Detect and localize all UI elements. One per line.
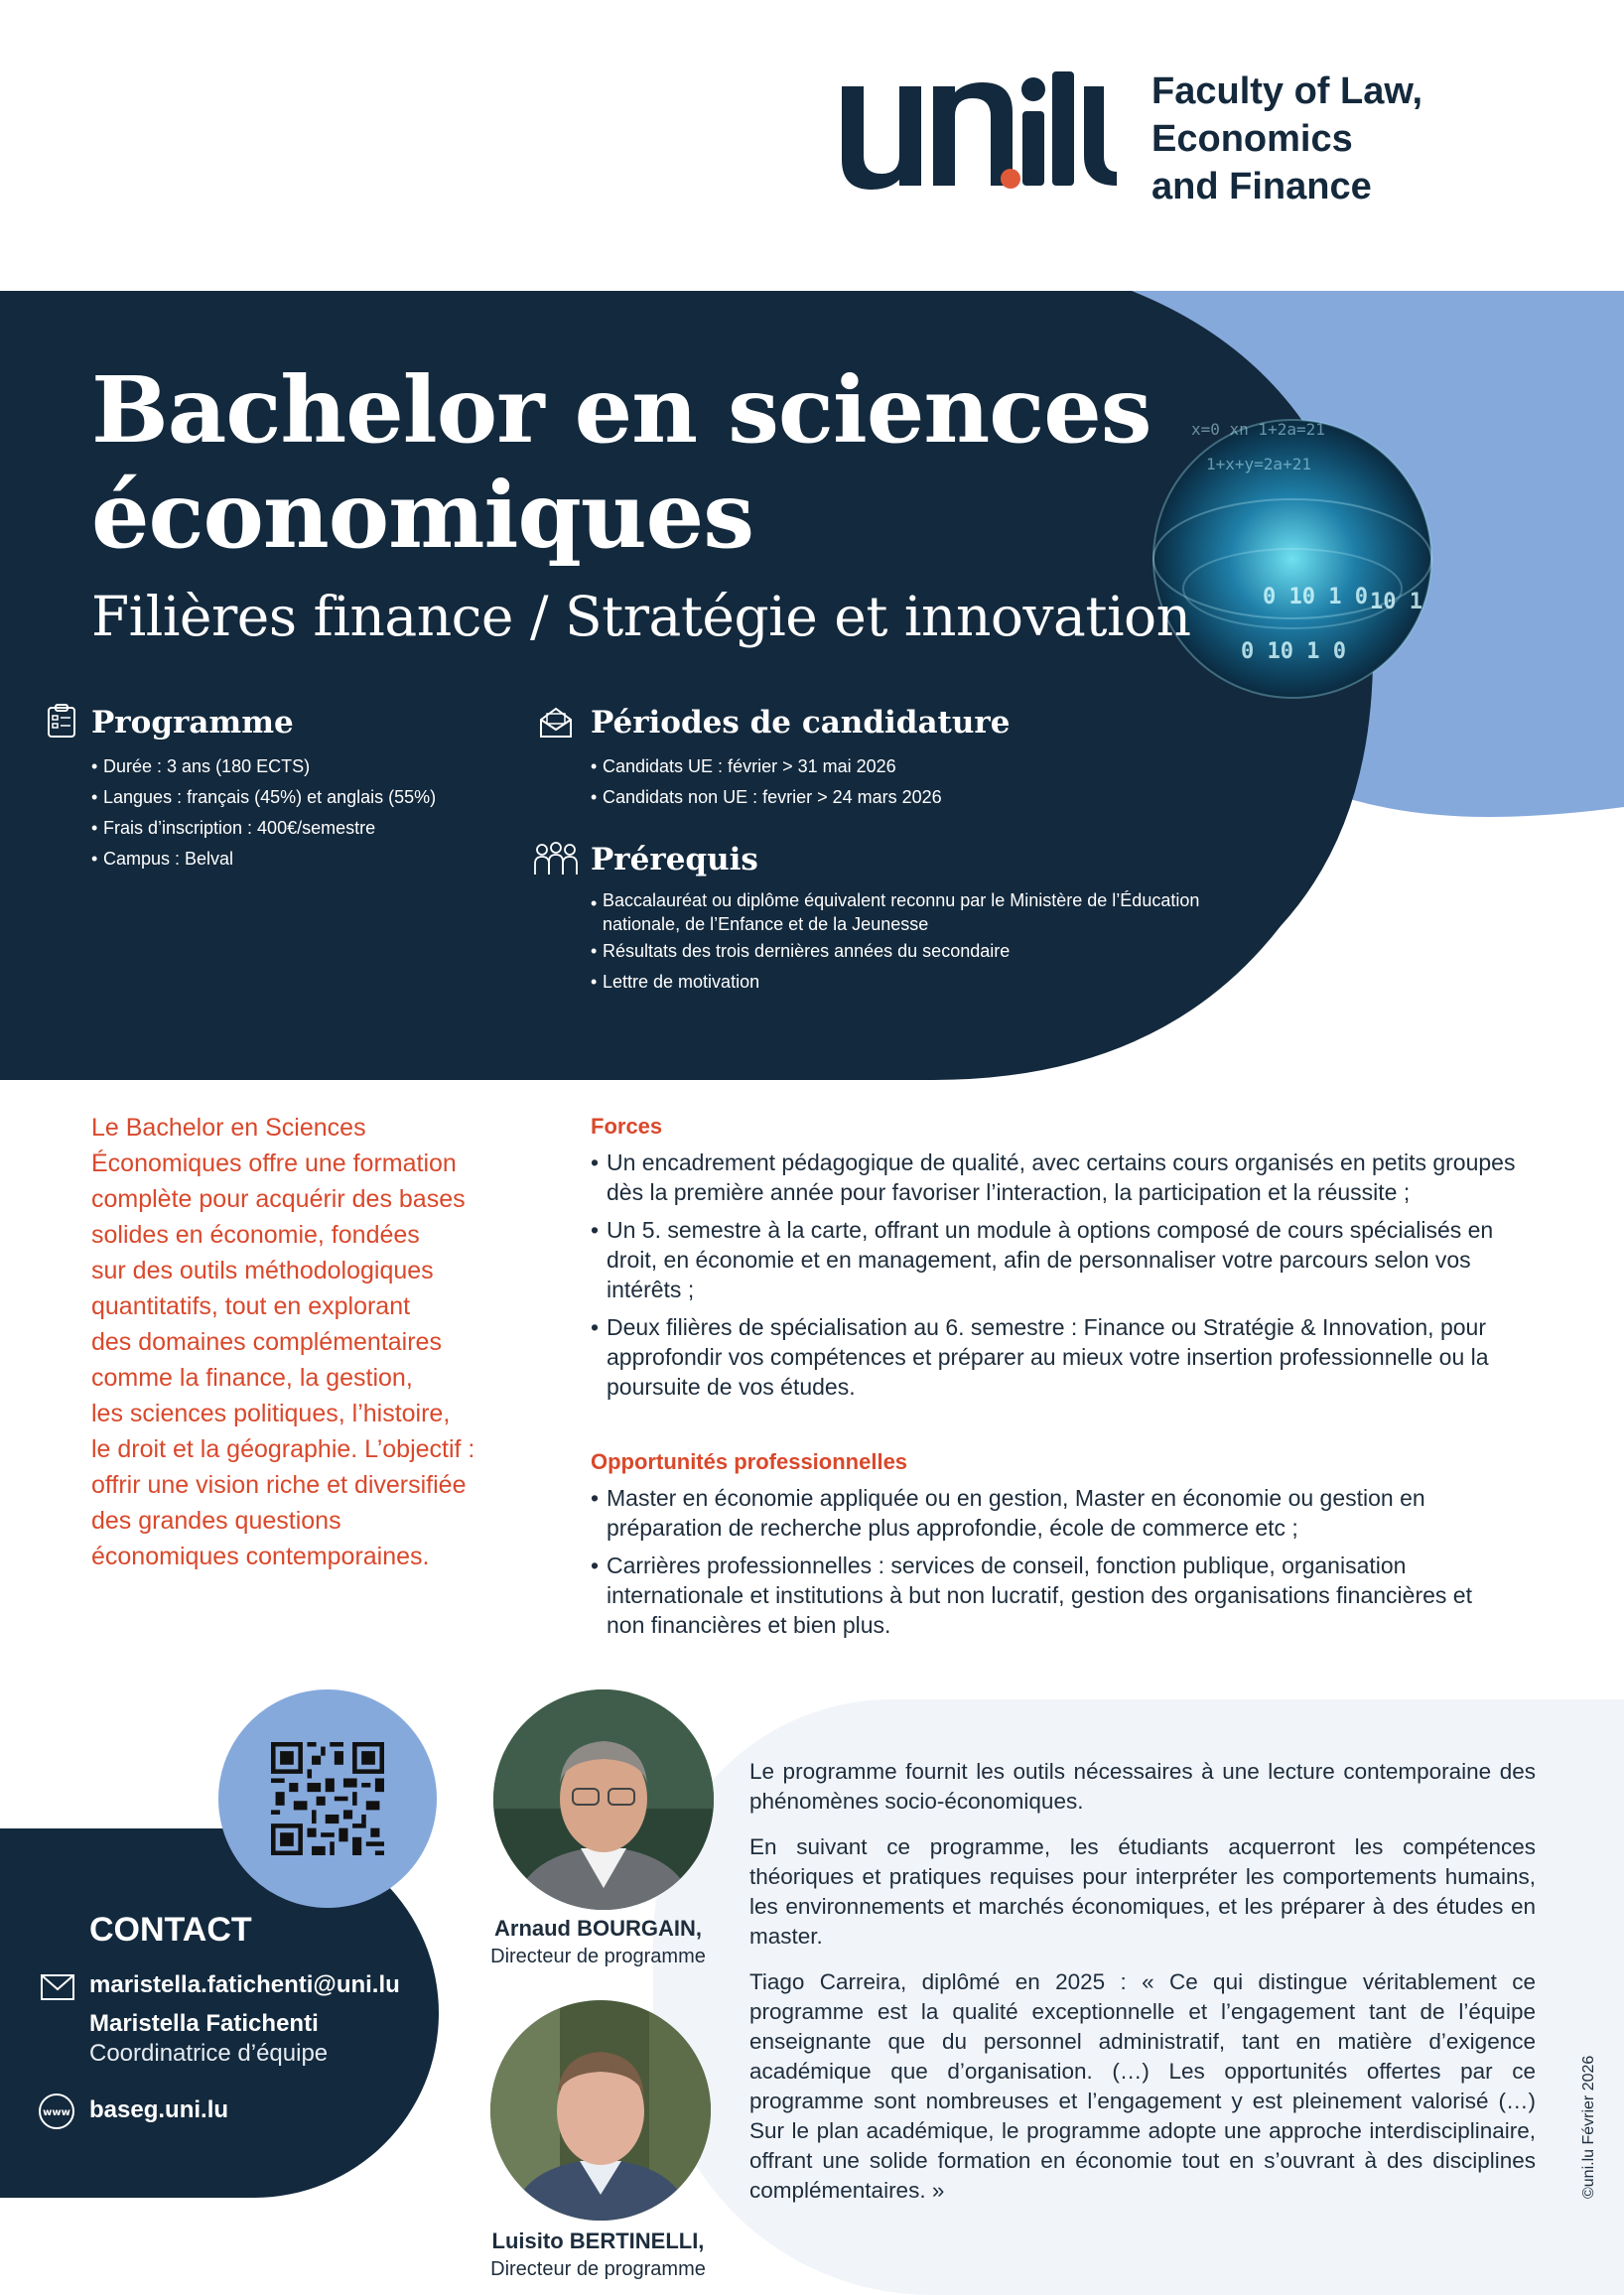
list-item: • Campus : Belval [91, 844, 508, 875]
programme-heading: Programme [91, 705, 294, 741]
svg-text:0 10 1 0: 0 10 1 0 [1263, 585, 1368, 609]
intro-line: Économiques offre une formation [91, 1149, 457, 1177]
svg-text:www: www [43, 2107, 70, 2118]
intro-line: économiques contemporaines. [91, 1543, 430, 1570]
faculty-line-2: Economics [1151, 118, 1353, 160]
envelope-icon [538, 705, 574, 741]
list-item: • Lettre de motivation [591, 967, 1266, 998]
portrait-image [490, 2000, 711, 2221]
periodes-heading: Périodes de candidature [591, 705, 1011, 741]
contact-name: Maristella Fatichenti [89, 2010, 319, 2037]
clipboard-icon [44, 703, 79, 739]
list-item: • Candidats UE : février > 31 mai 2026 [591, 751, 1206, 782]
periodes-list [591, 751, 1206, 813]
intro-line: des domaines complémentaires [91, 1328, 442, 1356]
list-item: • Durée : 3 ans (180 ECTS) [91, 751, 508, 782]
opportunites-list [591, 1483, 1514, 1648]
globe-www-icon [38, 2092, 75, 2130]
description-paragraph: Le programme fournit les outils nécessaires à une lecture contemporaine des phénomènes socio-économiques. [749, 1759, 1536, 1814]
faculty-line-1: Faculty of Law, [1151, 70, 1423, 112]
list-item: • Deux filières de spécialisation au 6. semestre : Finance ou Stratégie & Innovation, pour approfondir vos compétences et préparer au mieux votre insertion professionnelle ou la poursuite de vos études. [591, 1312, 1549, 1402]
testimonial-quote: Tiago Carreira, diplômé en 2025 : « Ce qui distingue véritablement ce programme est la qualité exceptionnelle et l’engagement tant de l’équipe enseignante que du personnel administratif, tant en matière d’exigence académique que d’organisation. (…) Les opportunités offertes par ce programme sont nombreuses et l’engagement y est pleinement valorisé (…) Sur le plan académique, le programme adopte une approche interdisciplinaire, offrant une solide formation en économie tout en s’ouvrant à des disciplines complémentaires. » [749, 1969, 1536, 2203]
forces-list [591, 1148, 1549, 1410]
list-item: • Candidats non UE : fevrier > 24 mars 2026 [591, 782, 1206, 813]
description-paragraph: En suivant ce programme, les étudiants acquerront les compétences théoriques et pratiques requises pour interpréter les comportements humains, les environnements et marchés économiques, et les préparer à des études en master. [749, 1834, 1536, 1949]
contact-role: Coordinatrice d’équipe [89, 2040, 329, 2067]
intro-line: le droit et la géographie. L’objectif : [91, 1435, 475, 1463]
website-link[interactable]: baseg.uni.lu [89, 2096, 229, 2123]
person-name: Arnaud BOURGAIN, [494, 1916, 702, 1941]
list-item: • Master en économie appliquée ou en gestion, Master en économie ou gestion en préparation de recherche plus approfondie, école de commerce etc ; [591, 1483, 1514, 1543]
list-item: • Un 5. semestre à la carte, offrant un module à options composé de cours spécialisés en droit, en économie et en management, afin de personnaliser votre parcours selon vos intérêts ; [591, 1215, 1549, 1304]
opportunites-heading: Opportunités professionnelles [591, 1449, 908, 1474]
title-line-2: économiques [91, 462, 754, 569]
list-item [591, 888, 1266, 936]
intro-line: des grandes questions [91, 1507, 341, 1535]
intro-line: les sciences politiques, l’histoire, [91, 1400, 451, 1427]
faculty-line-3: and Finance [1151, 166, 1372, 207]
page-subtitle: Filières finance / Stratégie et innovation [91, 585, 1191, 648]
intro-line: comme la finance, la gestion, [91, 1364, 413, 1392]
programme-list [91, 751, 508, 875]
title-line-1: Bachelor en sciences [91, 356, 1151, 464]
list-item: • Carrières professionnelles : services de conseil, fonction publique, organisation internationale et institutions à but non lucratif, gestion des organisations financières et non financières et bien plus. [591, 1551, 1514, 1640]
person-role: Directeur de programme [490, 1946, 706, 1967]
prerequis-heading: Prérequis [591, 842, 758, 878]
person-role: Directeur de programme [490, 2258, 706, 2280]
mail-icon [40, 1973, 75, 2001]
person-name: Luisito BERTINELLI, [491, 2228, 705, 2253]
intro-line: Le Bachelor en Sciences [91, 1114, 366, 1142]
list-item-text: • Baccalauréat ou diplôme équivalent reconnu par le Ministère de l’Éducation [603, 890, 1200, 910]
list-item: • Langues : français (45%) et anglais (55%) [91, 782, 508, 813]
svg-text:10 1: 10 1 [1370, 590, 1422, 614]
contact-email-link[interactable]: maristella.fatichenti@uni.lu [89, 1971, 400, 1998]
intro-line: complète pour acquérir des bases [91, 1185, 466, 1213]
portrait-image [493, 1689, 714, 1910]
avatar-luisito-bertinelli [490, 2000, 711, 2221]
qr-code-icon[interactable] [271, 1742, 384, 1855]
svg-text:x=0 xn 1+2a=21: x=0 xn 1+2a=21 [1191, 420, 1325, 439]
people-icon [532, 842, 580, 878]
copyright-credit: ©uni.lu Février 2026 [1580, 2055, 1597, 2199]
contact-heading: CONTACT [89, 1911, 252, 1949]
avatar-arnaud-bourgain [493, 1689, 714, 1910]
list-item: • Résultats des trois dernières années du secondaire [591, 936, 1266, 967]
uni-lu-logo [842, 71, 1130, 205]
forces-heading: Forces [591, 1114, 663, 1139]
intro-line: solides en économie, fondées [91, 1221, 420, 1249]
faculty-name [1151, 68, 1422, 210]
page-title [91, 357, 1151, 568]
intro-line: offrir une vision riche et diversifiée [91, 1471, 467, 1499]
intro-line: quantitatifs, tout en explorant [91, 1292, 411, 1320]
list-item: • Un encadrement pédagogique de qualité, avec certains cours organisés en petits groupes dès la première année pour favoriser l’interaction, la participation et la réussite ; [591, 1148, 1549, 1207]
list-item-text-cont: nationale, de l’Enfance et de la Jeunesse [603, 914, 929, 934]
svg-text:1+x+y=2a+21: 1+x+y=2a+21 [1206, 455, 1311, 473]
description-text [749, 1757, 1536, 2206]
list-item: • Frais d’inscription : 400€/semestre [91, 813, 508, 844]
prerequis-list [591, 888, 1266, 998]
intro-text [91, 1110, 528, 1574]
qr-code-circle [218, 1689, 437, 1908]
svg-text:0 10 1 0: 0 10 1 0 [1241, 639, 1346, 664]
intro-line: sur des outils méthodologiques [91, 1257, 434, 1284]
